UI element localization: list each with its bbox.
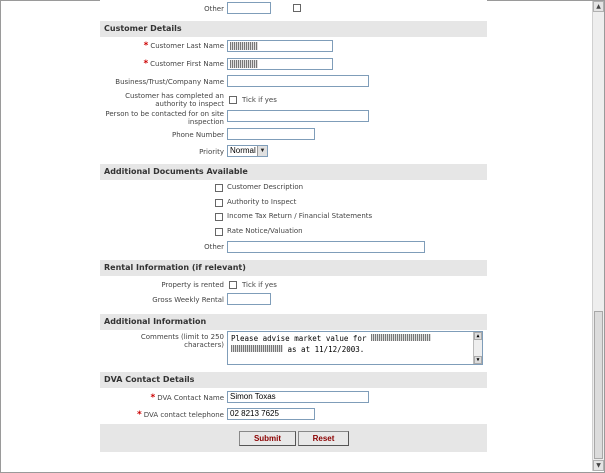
property-rented-tick-label: Tick if yes: [242, 281, 277, 289]
top-other-checkbox[interactable]: [293, 4, 301, 12]
required-mark: *: [137, 410, 142, 420]
property-rented-checkbox[interactable]: [229, 281, 237, 289]
weekly-rental-input[interactable]: [227, 293, 271, 305]
required-mark: *: [143, 59, 149, 69]
phone-number-label: Phone Number: [171, 131, 224, 139]
company-name-label: Business/Trust/Company Name: [115, 78, 224, 86]
property-rented-label: Property is rented: [161, 281, 224, 289]
comments-scrollbar[interactable]: [473, 332, 482, 364]
additional-documents-header: Additional Documents Available: [100, 164, 487, 180]
customer-first-name-input[interactable]: [227, 58, 333, 70]
doc-authority-label: Authority to Inspect: [227, 198, 297, 206]
dva-contact-phone-input[interactable]: 02 8213 7625: [227, 408, 315, 420]
rental-information-header: Rental Information (if relevant): [100, 260, 487, 276]
scroll-up-icon[interactable]: ▲: [474, 332, 482, 340]
dva-contact-name-text: DVA Contact Name: [157, 394, 224, 402]
scroll-down-icon[interactable]: ▼: [474, 356, 482, 364]
authority-label-line2: authority to inspect: [155, 100, 224, 108]
comments-line1-text: Please advise market value for: [231, 334, 371, 343]
comments-label: [100, 333, 224, 349]
required-mark: *: [143, 41, 149, 51]
doc-other-input[interactable]: [227, 241, 425, 253]
doc-rate-notice-label: Rate Notice/Valuation: [227, 227, 303, 235]
redacted-text: [230, 60, 258, 68]
contact-person-label-line1: Person to be contacted for on site: [105, 110, 224, 118]
contact-person-label-line2: inspection: [187, 118, 224, 126]
customer-last-name-input[interactable]: [227, 40, 333, 52]
contact-person-input[interactable]: [227, 110, 369, 122]
doc-customer-description-label: Customer Description: [227, 183, 304, 191]
comments-label-line2: characters): [184, 341, 224, 349]
page-scrollbar[interactable]: [592, 1, 604, 471]
priority-selected-value: Normal: [230, 146, 256, 155]
scrollbar-thumb[interactable]: [594, 311, 603, 459]
scroll-down-icon[interactable]: ▼: [593, 460, 604, 471]
required-mark: *: [150, 393, 156, 403]
comments-line2-text: as at 11/12/2003.: [283, 345, 365, 354]
customer-last-name-text: Customer Last Name: [150, 42, 224, 50]
comments-line-2: [231, 344, 479, 355]
doc-tax-return-checkbox[interactable]: [215, 213, 223, 221]
doc-customer-description-checkbox[interactable]: [215, 184, 223, 192]
redacted-text: [371, 334, 431, 341]
priority-select[interactable]: [227, 145, 268, 157]
authority-label: [100, 92, 224, 108]
phone-number-input[interactable]: [227, 128, 315, 140]
comments-textarea[interactable]: [227, 331, 483, 365]
doc-other-label: Other: [204, 243, 224, 251]
priority-label: Priority: [199, 148, 224, 156]
submit-button[interactable]: Submit: [239, 431, 296, 446]
top-other-input[interactable]: [227, 2, 271, 14]
weekly-rental-label: Gross Weekly Rental: [152, 296, 224, 304]
company-name-input[interactable]: [227, 75, 369, 87]
top-other-label: Other: [204, 5, 224, 13]
dva-contact-phone-text: DVA contact telephone: [143, 411, 224, 419]
customer-first-name-text: Customer First Name: [150, 60, 224, 68]
contact-person-label: [100, 110, 224, 126]
doc-tax-return-label: Income Tax Return / Financial Statements: [227, 212, 373, 220]
authority-label-line1: Customer has completed an: [125, 92, 224, 100]
customer-last-name-label: [100, 42, 224, 50]
dva-contact-name-input[interactable]: Simon Toxas: [227, 391, 369, 403]
chevron-down-icon[interactable]: ▼: [257, 146, 267, 156]
dva-contact-name-label: [100, 394, 224, 402]
scroll-up-icon[interactable]: ▲: [593, 1, 604, 12]
reset-button[interactable]: Reset: [298, 431, 349, 446]
dva-contact-header: DVA Contact Details: [100, 372, 487, 388]
customer-first-name-label: [100, 60, 224, 68]
authority-checkbox[interactable]: [229, 96, 237, 104]
doc-rate-notice-checkbox[interactable]: [215, 228, 223, 236]
dva-contact-phone-label: [100, 411, 224, 419]
additional-information-header: Additional Information: [100, 314, 487, 330]
comments-label-line1: Comments (limit to 250: [140, 333, 224, 341]
doc-authority-checkbox[interactable]: [215, 199, 223, 207]
comments-line-1: [231, 333, 479, 344]
authority-tick-label: Tick if yes: [242, 96, 277, 104]
customer-details-header: Customer Details: [100, 21, 487, 37]
redacted-text: [231, 345, 283, 352]
valuation-form: [100, 0, 487, 452]
redacted-text: [230, 42, 258, 50]
